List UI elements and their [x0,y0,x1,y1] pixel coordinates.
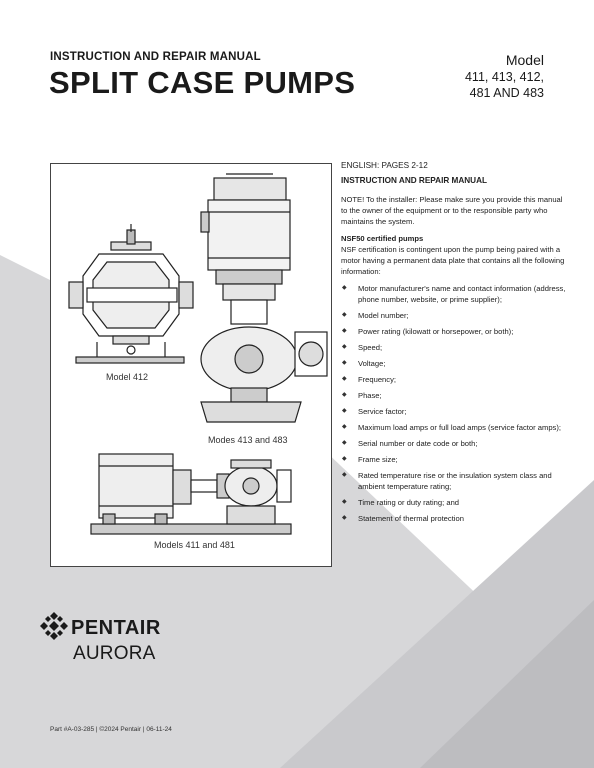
list-item: ◆ Statement of thermal protection [341,513,566,524]
brand-name: PENTAIR [71,617,161,639]
document-title: SPLIT CASE PUMPS [49,65,356,100]
caption-models-411-481: Models 411 and 481 [154,540,235,550]
model-numbers-line2: 481 AND 483 [469,86,544,100]
list-item: ◆ Time rating or duty rating; and [341,497,566,508]
list-item: ◆ Service factor; [341,406,566,417]
list-item: ◆ Power rating (kilowatt or horsepower, or both); [341,326,566,337]
list-item: ◆ Frequency; [341,374,566,385]
model-411-481-drawing [91,454,291,534]
list-item: ◆ Model number; [341,310,566,321]
language-pages-label: ENGLISH: PAGES 2-12 [341,161,428,170]
list-item: ◆ Serial number or date code or both; [341,438,566,449]
model-numbers-line1: 411, 413, 412, [464,70,544,84]
list-item: ◆ Speed; [341,342,566,353]
installer-note: NOTE! To the installer: Please make sure you provide this manual to the owner of the equipment or to the responsible party who maintains the system. [341,195,563,226]
nsf-paragraph: NSF certification is contingent upon the pump being paired with a motor having a permanent data plate that contains all the following information: [341,245,565,276]
pump-drawings [51,164,331,566]
section-title: INSTRUCTION AND REPAIR MANUAL [341,176,488,185]
model-412-drawing [69,224,193,363]
caption-model-412: Model 412 [106,372,149,382]
list-item: ◆ Voltage; [341,358,566,369]
manual-type-label: INSTRUCTION AND REPAIR MANUAL [50,51,261,63]
pentair-logo-icon [40,612,68,640]
footer-part-number: Part #A-03-285 | ©2024 Pentair | 06-11-24 [50,726,172,733]
nsf-heading: NSF50 certified pumps [341,234,424,243]
list-item: ◆ Frame size; [341,454,566,465]
list-item: ◆ Maximum load amps or full load amps (service factor amps); [341,422,566,433]
model-413-483-drawing [201,174,327,422]
caption-models-413-483: Modes 413 and 483 [208,435,288,445]
data-plate-requirements-list [341,283,566,524]
brand-subname: AURORA [73,643,156,664]
intro-text-column [341,160,566,529]
list-item: ◆ Motor manufacturer's name and contact information (address, phone number, website, or prime supplier); [341,283,566,305]
model-label: Model [505,52,544,68]
pump-illustration-panel [50,163,332,567]
list-item: ◆ Rated temperature rise or the insulation system class and ambient temperature rating; [341,470,566,492]
model-info [465,52,544,101]
list-item: ◆ Phase; [341,390,566,401]
